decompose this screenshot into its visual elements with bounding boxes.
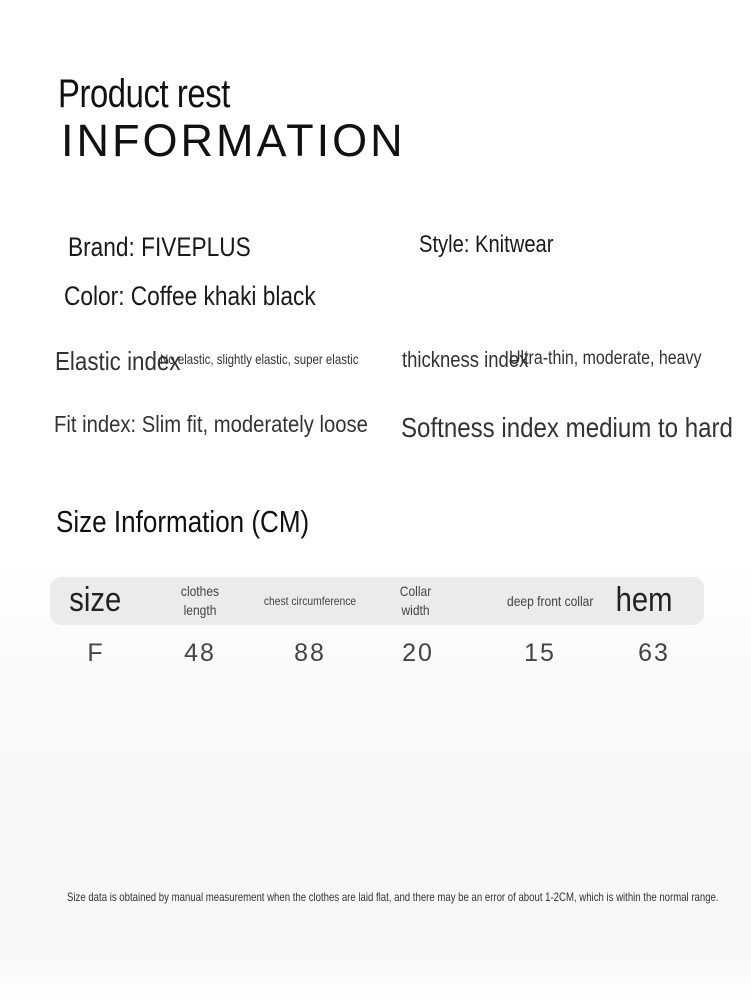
- table-cell-chest: 88: [294, 638, 326, 667]
- page-title-line2: INFORMATION: [61, 115, 406, 166]
- header-cell-chest-circumference: chest circumference: [263, 593, 357, 608]
- measurement-note: Size data is obtained by manual measurement when the clothes are laid flat, and there may be an error of about 1-2CM, which is within the normal range.: [67, 890, 719, 904]
- elastic-index-label: Elastic index: [55, 346, 181, 376]
- table-cell-collar-width: 20: [402, 638, 434, 667]
- brand-text: Brand: FIVEPLUS: [68, 232, 251, 262]
- size-table: [50, 577, 704, 681]
- header-cell-clothes-length: clothes length: [180, 583, 220, 618]
- page-title-line1: Product rest: [58, 72, 230, 116]
- thickness-index-label: thickness index: [402, 347, 529, 372]
- header-cell-collar-width: Collar width: [399, 583, 431, 618]
- table-cell-hem: 63: [638, 638, 670, 667]
- header-cell-deep-front-collar: deep front collar: [506, 592, 594, 609]
- table-row: [50, 625, 704, 681]
- elastic-index-value: No elastic, slightly elastic, super elastic: [160, 351, 359, 367]
- table-cell-clothes-length: 48: [184, 638, 216, 667]
- fit-index-text: Fit index: Slim fit, moderately loose: [54, 411, 368, 437]
- table-cell-deep-front-collar: 15: [524, 638, 556, 667]
- table-cell-size: F: [87, 638, 105, 667]
- softness-index-text: Softness index medium to hard: [401, 412, 733, 443]
- size-section-title: Size Information (CM): [56, 504, 310, 539]
- style-text: Style: Knitwear: [419, 231, 554, 258]
- color-text: Color: Coffee khaki black: [64, 281, 316, 311]
- table-header-row: [50, 577, 704, 625]
- header-cell-size: size: [68, 581, 122, 620]
- thickness-index-value: Ultra-thin, moderate, heavy: [509, 348, 702, 369]
- header-cell-hem: hem: [615, 581, 673, 620]
